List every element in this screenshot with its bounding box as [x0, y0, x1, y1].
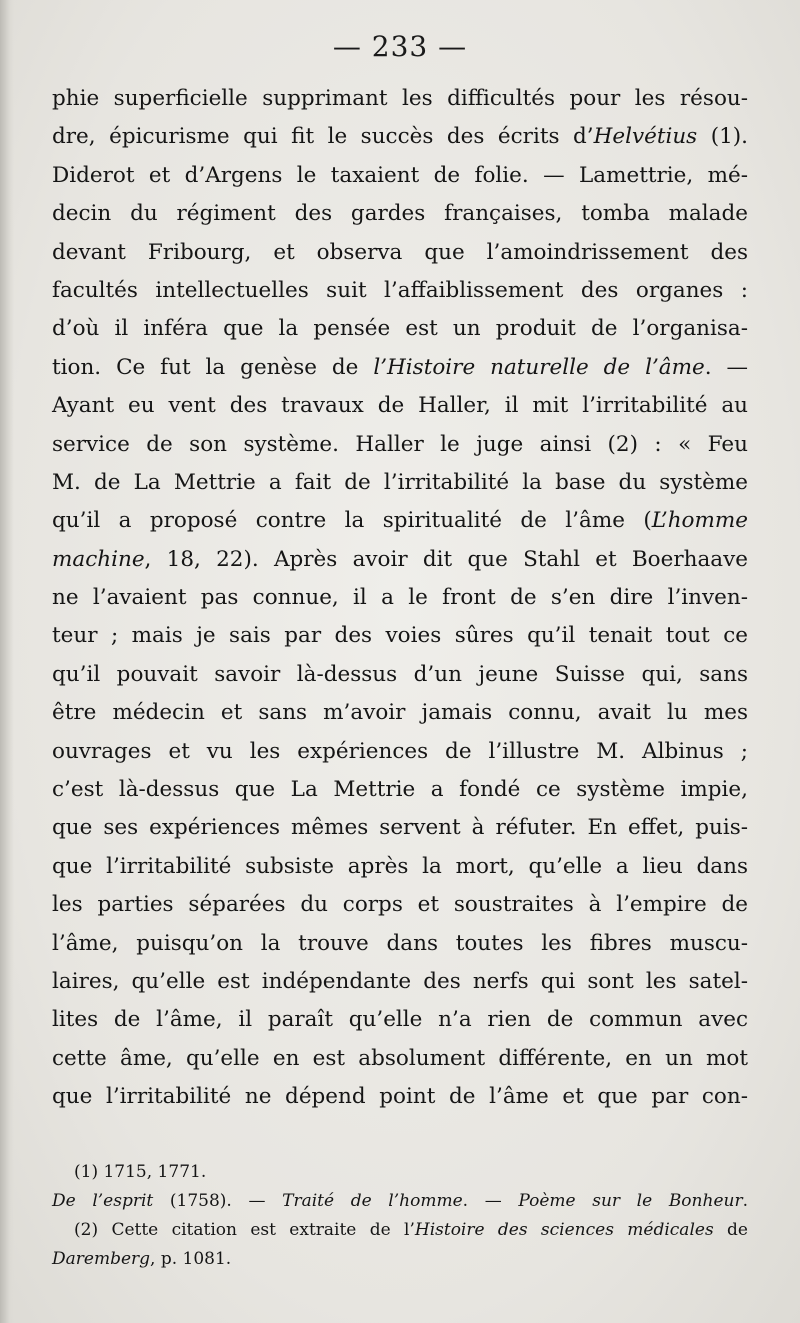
- text-line: [52, 733, 748, 771]
- text-run: l’âme, puisqu’on la trouve dans toutes les fibres muscu-: [52, 930, 748, 956]
- text-run: (1).: [697, 124, 749, 150]
- italic-text: Histoire des sciences médicales: [414, 1220, 714, 1240]
- text-line: [52, 157, 748, 195]
- text-line: [52, 1040, 748, 1078]
- italic-text: De l’esprit: [52, 1191, 154, 1211]
- text-run: qu’il pouvait savoir là-dessus d’un jeune Suisse qui, sans: [52, 661, 748, 687]
- text-run: être médecin et sans m’avoir jamais connu, avait lu mes: [52, 700, 748, 726]
- text-run: de: [713, 1220, 748, 1240]
- italic-text: Poème sur le Bonheur: [518, 1191, 743, 1211]
- text-line: [52, 809, 748, 847]
- text-run: facultés intellectuelles suit l’affaiblissement des organes :: [52, 277, 748, 303]
- text-run: laires, qu’elle est indépendante des nerfs qui sont les satel-: [52, 968, 748, 994]
- italic-text: Helvétius: [593, 124, 698, 150]
- text-run: decin du régiment des gardes françaises, tomba malade: [52, 201, 748, 227]
- footnote-line: [52, 1158, 748, 1187]
- text-run: , 18, 22). Après avoir dit que Stahl et Boerhaave: [144, 546, 748, 572]
- italic-text: L’homme: [651, 508, 748, 534]
- text-run: (1) 1715, 1771.: [74, 1162, 207, 1182]
- text-line: [52, 1001, 748, 1039]
- text-run: tion. Ce fut la genèse de: [52, 354, 374, 380]
- text-run: cette âme, qu’elle en est absolument différente, en un mot: [52, 1045, 748, 1071]
- text-run: que l’irritabilité ne dépend point de l’âme et que par con-: [52, 1084, 748, 1110]
- body-text: [52, 80, 748, 1117]
- text-line: [52, 848, 748, 886]
- text-run: lites de l’âme, il paraît qu’elle n’a rien de commun avec: [52, 1007, 748, 1033]
- text-run: c’est là-dessus que La Mettrie a fondé ce système impie,: [52, 777, 748, 803]
- text-run: Ayant eu vent des travaux de Haller, il mit l’irritabilité au: [52, 393, 748, 419]
- text-run: d’où il inféra que la pensée est un produit de l’organisa-: [52, 316, 748, 342]
- text-line: [52, 464, 748, 502]
- text-line: [52, 656, 748, 694]
- text-run: .: [742, 1191, 748, 1211]
- text-line: [52, 963, 748, 1001]
- text-line: [52, 1078, 748, 1116]
- text-line: [52, 349, 748, 387]
- italic-text: machine: [52, 546, 145, 572]
- text-line: [52, 771, 748, 809]
- text-run: phie superficielle supprimant les difficultés pour les résou-: [52, 86, 748, 111]
- text-line: [52, 426, 748, 464]
- text-run: qu’il a proposé contre la spiritualité de l’âme (: [52, 508, 652, 534]
- text-run: Diderot et d’Argens le taxaient de folie. — Lamettrie, mé-: [52, 162, 748, 188]
- page-spine-shadow: [0, 0, 14, 1323]
- text-line: [52, 195, 748, 233]
- text-run: que ses expériences mêmes servent à réfuter. En effet, puis-: [52, 815, 748, 841]
- text-line: [52, 579, 748, 617]
- italic-text: l’Histoire naturelle de l’âme: [373, 354, 705, 380]
- footnote-line: [52, 1245, 748, 1274]
- text-line: [52, 617, 748, 655]
- text-run: , p. 1081.: [150, 1249, 232, 1269]
- text-run: (2) Cette citation est extraite de l’: [74, 1220, 415, 1240]
- text-run: les parties séparées du corps et soustraites à l’empire de: [52, 892, 748, 918]
- text-line: [52, 80, 748, 118]
- text-line: [52, 118, 748, 156]
- text-run: ouvrages et vu les expériences de l’illustre M. Albinus ;: [52, 738, 748, 764]
- text-run: (1758). —: [153, 1191, 283, 1211]
- text-run: que l’irritabilité subsiste après la mort, qu’elle a lieu dans: [52, 853, 748, 879]
- footnote-line: [52, 1187, 748, 1216]
- footnote-line: [52, 1216, 748, 1245]
- text-run: . —: [704, 354, 748, 380]
- italic-text: Traité de l’homme: [282, 1191, 463, 1211]
- page-number: — 233 —: [332, 30, 468, 63]
- text-line: [52, 272, 748, 310]
- text-run: devant Fribourg, et observa que l’amoindrissement des: [52, 239, 748, 265]
- text-line: [52, 694, 748, 732]
- text-run: M. de La Mettrie a fait de l’irritabilité la base du système: [52, 469, 748, 495]
- footnotes: [52, 1158, 748, 1274]
- text-line: [52, 925, 748, 963]
- text-line: [52, 310, 748, 348]
- text-run: ne l’avaient pas connue, il a le front de s’en dire l’inven-: [52, 585, 748, 611]
- text-run: dre, épicurisme qui fit le succès des écrits d’: [52, 124, 594, 150]
- text-line: [52, 502, 748, 540]
- italic-text: Daremberg: [52, 1249, 151, 1269]
- text-line: [52, 387, 748, 425]
- text-line: [52, 234, 748, 272]
- text-line: [52, 886, 748, 924]
- text-run: teur ; mais je sais par des voies sûres qu’il tenait tout ce: [52, 623, 748, 649]
- text-run: . —: [462, 1191, 519, 1211]
- text-line: [52, 541, 748, 579]
- text-run: service de son système. Haller le juge ainsi (2) : « Feu: [52, 431, 748, 457]
